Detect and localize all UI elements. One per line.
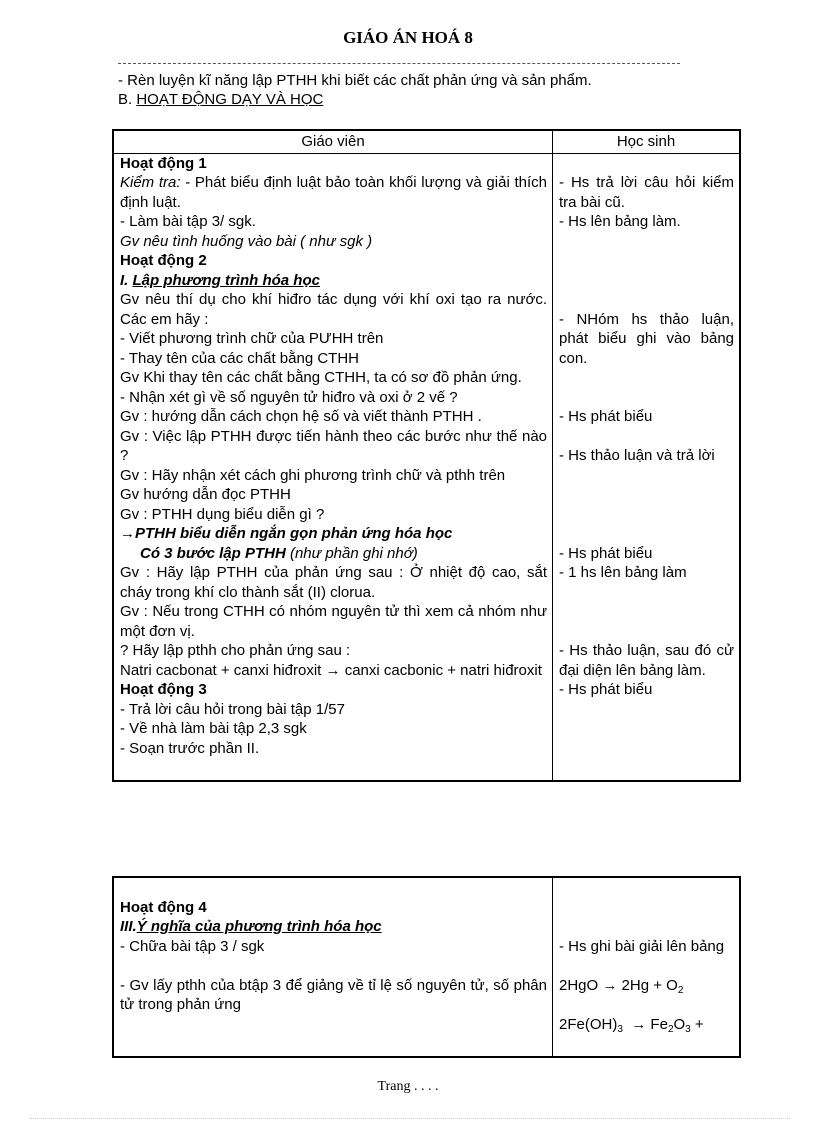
teacher-text: - Gv lấy pthh của btập 3 để giảng về tỉ lệ số nguyên tử, số phân tử trong phản ứng (120, 976, 547, 1013)
section-title: HOẠT ĐỘNG DẠY VÀ HỌC (136, 91, 324, 108)
section-3-title: Ý nghĩa của phương trình hóa học (136, 918, 382, 935)
eq1-sub: 2 (677, 984, 684, 996)
arrow-right-icon: → (325, 661, 341, 679)
teacher-cell (113, 877, 553, 1057)
teacher-text: - Nhận xét gì về số nguyên tử hiđro và oxi ở 2 vế ? (120, 388, 458, 406)
student-text: - Hs phát biểu (559, 544, 653, 562)
student-text: - NHóm hs thảo luận, phát biểu ghi vào bảng con. (559, 310, 734, 367)
spacer (559, 251, 734, 271)
eq2-left: 2Fe(OH) (559, 1015, 618, 1033)
homework-check: - Làm bài tập 3/ sgk. (120, 213, 256, 230)
eq2-sub3: 3 (685, 1023, 691, 1035)
steps-rest: (như phần ghi nhớ) (285, 544, 418, 562)
conclusion-line (120, 524, 547, 544)
spacer (559, 466, 734, 486)
page-title: GIÁO ÁN HOÁ 8 (343, 28, 473, 47)
student-text: - Hs trả lời câu hỏi kiểm tra bài cũ. (559, 174, 734, 211)
spacer (120, 956, 547, 976)
spacer (559, 917, 734, 937)
teacher-text: Gv : PTHH dụng biểu diễn gì ? (120, 505, 325, 523)
spacer (559, 995, 734, 1015)
eq2-sub2: 2 (667, 1023, 674, 1035)
student-cell (553, 153, 741, 781)
lesson-table-continued (112, 876, 741, 1058)
section-prefix: B. (118, 91, 137, 108)
spacer (559, 388, 734, 408)
teacher-text: Gv : Việc lập PTHH được tiến hành theo các bước như thế nào ? (120, 427, 547, 464)
equation-2 (559, 1015, 734, 1035)
student-text: - Hs phát biểu (559, 408, 653, 425)
header-teacher: Giáo viên (113, 130, 553, 153)
teacher-text: Gv Khi thay tên các chất bằng CTHH, ta có sơ đồ phản ứng. (120, 369, 522, 386)
intro-objective: - Rèn luyện kĩ năng lập PTHH khi biết các chất phản ứng và sản phẩm. (118, 72, 592, 89)
page-footer: Trang . . . . (377, 1079, 439, 1094)
spacer (559, 290, 734, 310)
teacher-text: Gv hướng dẫn đọc PTHH (120, 486, 291, 503)
teacher-text: Gv : hướng dẫn cách chọn hệ số và viết thành PTHH . (120, 408, 482, 425)
activity-3-heading: Hoạt động 3 (120, 681, 207, 698)
student-text: - Hs lên bảng làm. (559, 213, 681, 230)
bottom-divider (30, 1118, 790, 1119)
student-text: - 1 hs lên bảng làm (559, 564, 687, 581)
situation-intro: Gv nêu tình huống vào bài ( như sgk ) (120, 232, 373, 250)
section-3-heading (120, 917, 547, 937)
teacher-text: Gv nêu thí dụ cho khí hiđro tác dụng với khí oxi tạo ra nước. Các em hãy : (120, 291, 547, 328)
check-paragraph (120, 173, 547, 212)
spacer (559, 485, 734, 505)
spacer (120, 878, 547, 898)
section-3-prefix: III. (120, 918, 137, 935)
conclusion-text: PTHH biểu diễn ngắn gọn phản ứng hóa học (135, 525, 453, 542)
lesson-table (112, 129, 741, 782)
section-1-prefix: I. (120, 271, 133, 289)
spacer (559, 524, 734, 544)
arrow-right-icon: → (631, 1015, 647, 1033)
teacher-text: ? Hãy lập pthh cho phản ứng sau : (120, 642, 351, 659)
teacher-text: - Chữa bài tập 3 / sgk (120, 937, 265, 955)
check-label: Kiểm tra: (120, 174, 181, 191)
spacer (559, 368, 734, 388)
steps-line (120, 544, 547, 564)
spacer (559, 622, 734, 642)
spacer (559, 154, 734, 174)
eq1-left: 2HgO (559, 976, 599, 994)
teacher-text: - Soạn trước phần II. (120, 739, 260, 757)
intro-block (118, 71, 592, 109)
arrow-right-icon: → (120, 525, 135, 542)
section-1-title: Lập phương trình hóa học (132, 271, 320, 289)
table-row (113, 153, 740, 781)
student-cell (553, 877, 741, 1057)
teacher-text: Gv : Nếu trong CTHH có nhóm nguyên tử thì xem cả nhóm như một đơn vị. (120, 603, 547, 640)
table-row (113, 877, 740, 1057)
eq2-o: O (673, 1015, 686, 1033)
student-text: - Hs phát biểu (559, 681, 653, 698)
spacer (559, 898, 734, 918)
reaction-left: Natri cacbonat + canxi hiđroxit (120, 661, 322, 679)
student-text: - Hs thảo luận và trả lời (559, 447, 715, 464)
header-divider (118, 63, 680, 64)
teacher-text: - Viết phương trình chữ của PƯHH trên (120, 330, 384, 347)
eq2-mid: Fe (646, 1015, 668, 1033)
header-student: Học sinh (553, 130, 741, 153)
spacer (559, 505, 734, 525)
student-text: - Hs thảo luận, sau đó cử đại diện lên bảng làm. (559, 642, 734, 679)
table-header-row (113, 130, 740, 153)
activity-1-heading: Hoạt động 1 (120, 154, 207, 172)
arrow-right-icon: → (602, 976, 618, 994)
spacer (559, 232, 734, 252)
check-text: - Phát biểu định luật bảo toàn khối lượng và giải thích định luật. (120, 174, 547, 211)
spacer (559, 878, 734, 898)
spacer (559, 427, 734, 447)
equation-1 (559, 976, 734, 996)
section-1-heading (120, 271, 547, 291)
reaction-line (120, 661, 547, 681)
teacher-text: - Trả lời câu hỏi trong bài tập 1/57 (120, 700, 345, 718)
eq2-end: + (690, 1015, 704, 1033)
spacer (559, 602, 734, 622)
steps-bold: Có 3 bước lập PTHH (140, 544, 286, 562)
eq1-right: 2Hg + O (617, 976, 678, 994)
eq2-sub1: 3 (617, 1023, 623, 1035)
teacher-text: Gv : Hãy nhận xét cách ghi phương trình chữ và pthh trên (120, 466, 506, 484)
activity-4-heading: Hoạt động 4 (120, 898, 207, 916)
teacher-text: Gv : Hãy lập PTHH của phản ứng sau : Ở nhiệt độ cao, sắt cháy trong khí clo thành sắt (II) clorua. (120, 564, 547, 601)
reaction-right: canxi cacbonic + natri hiđroxit (340, 661, 542, 679)
spacer (559, 956, 734, 976)
section-heading-b (118, 90, 592, 109)
teacher-cell (113, 153, 553, 781)
teacher-text: - Về nhà làm bài tập 2,3 sgk (120, 720, 307, 737)
spacer (559, 583, 734, 603)
spacer (559, 271, 734, 291)
teacher-text: - Thay tên của các chất bằng CTHH (120, 349, 360, 367)
activity-2-heading: Hoạt động 2 (120, 252, 207, 269)
student-text: - Hs ghi bài giải lên bảng (559, 937, 725, 955)
